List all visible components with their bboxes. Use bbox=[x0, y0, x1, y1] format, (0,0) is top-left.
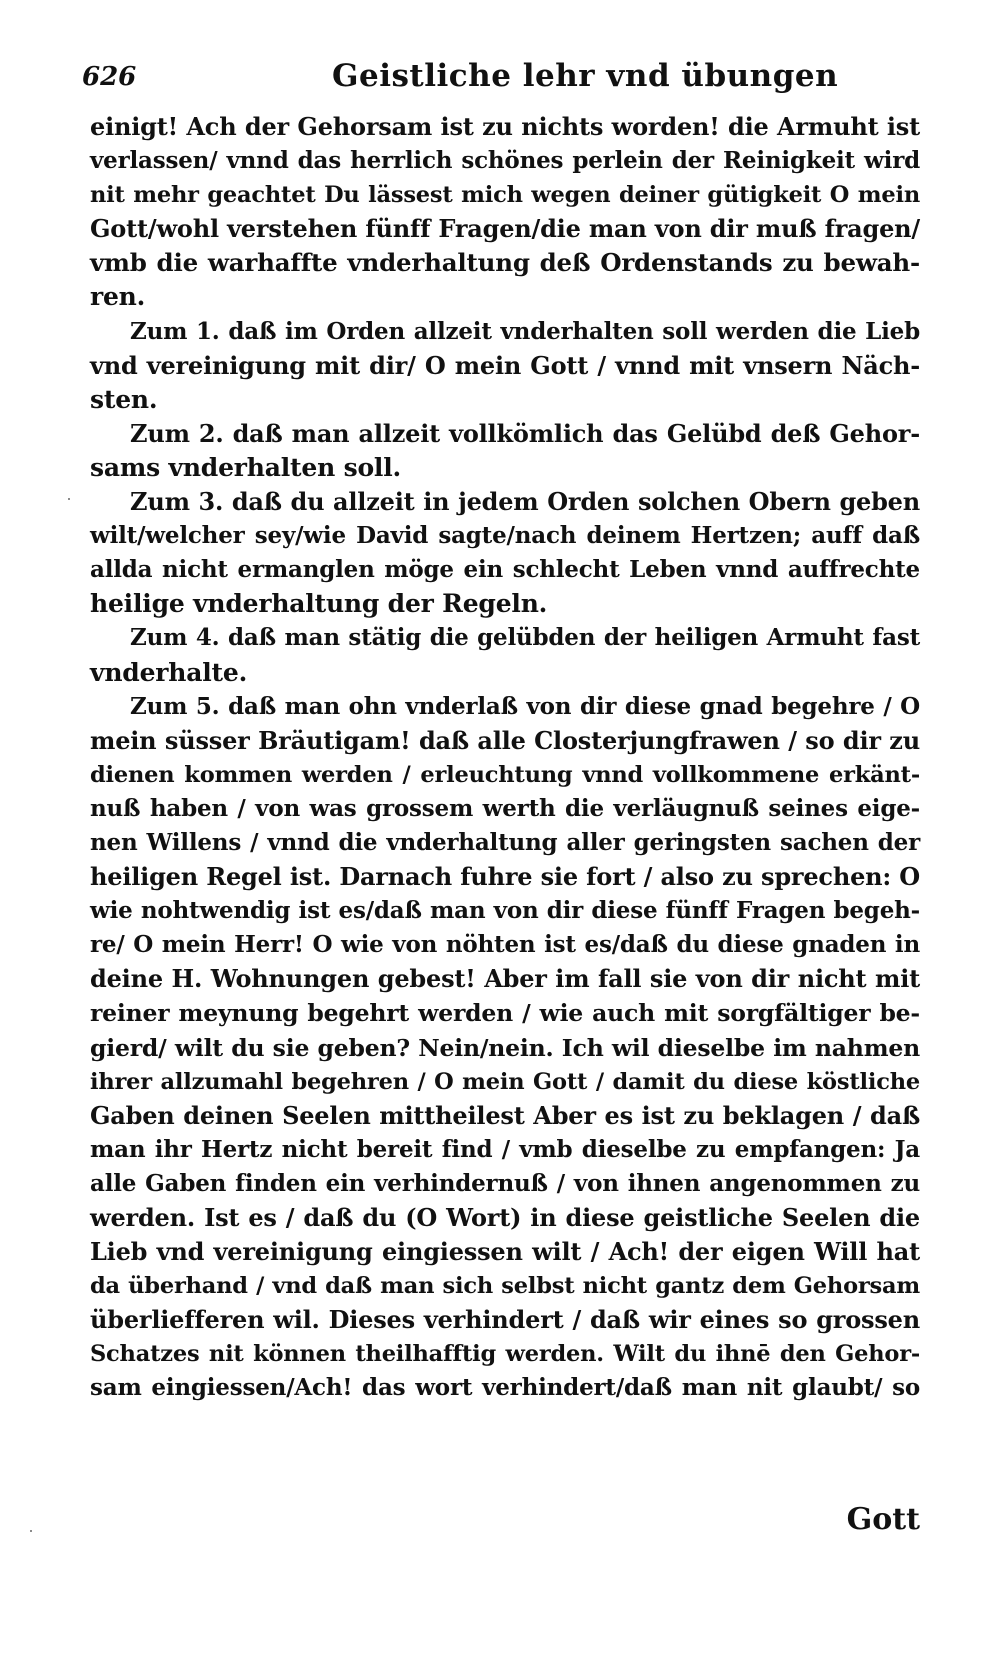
text-line: Zum 4. daß man stätig die gelübden der heiligen Armuht fast bbox=[130, 624, 920, 652]
text-line: vmb die warhaffte vnderhaltung deß Ordenstands zu bewah- bbox=[90, 248, 920, 278]
text-line: re/ O mein Herr! O wie von nöhten ist es/daß du diese gnaden in bbox=[90, 931, 920, 959]
text-line: Lieb vnd vereinigung eingiessen wilt / Ach! der eigen Will hat bbox=[90, 1237, 920, 1267]
text-line: nen Willens / vnnd die vnderhaltung aller geringsten sachen der bbox=[90, 828, 920, 856]
text-line: sam eingiessen/Ach! das wort verhindert/daß man nit glaubt/ so bbox=[90, 1374, 920, 1402]
text-line: werden. Ist es / daß du (O Wort) in diese geistliche Seelen die bbox=[90, 1203, 920, 1232]
text-line: man ihr Hertz nicht bereit find / vmb dieselbe zu empfangen: Ja bbox=[90, 1135, 920, 1163]
text-line: heilige vnderhaltung der Regeln. bbox=[90, 589, 548, 619]
text-line: Zum 3. daß du allzeit in jedem Orden solchen Obern geben bbox=[130, 487, 920, 517]
text-line: deine H. Wohnungen gebest! Aber im fall sie von dir nicht mit bbox=[90, 964, 920, 994]
text-line: Zum 1. daß im Orden allzeit vnderhalten soll werden die Lieb bbox=[130, 317, 920, 345]
text-line: verlassen/ vnnd das herrlich schönes perlein der Reinigkeit wird bbox=[90, 147, 920, 175]
text-line: ren. bbox=[90, 282, 146, 312]
text-line: wilt/welcher sey/wie David sagte/nach deinem Hertzen; auff daß bbox=[90, 522, 920, 550]
text-line: Zum 5. daß man ohn vnderlaß von dir diese gnad begehre / O bbox=[130, 692, 920, 720]
text-line: einigt! Ach der Gehorsam ist zu nichts worden! die Armuht ist bbox=[90, 112, 920, 141]
text-line: ihrer allzumahl begehren / O mein Gott / damit du diese köstliche bbox=[90, 1068, 920, 1095]
text-line: heiligen Regel ist. Darnach fuhre sie fort / also zu sprechen: O bbox=[90, 862, 920, 892]
text-line: vnderhalte. bbox=[90, 657, 248, 687]
text-line: mein süsser Bräutigam! daß alle Closterjungfrawen / so dir zu bbox=[90, 725, 920, 755]
text-line: überliefferen wil. Dieses verhindert / daß wir eines so grossen bbox=[90, 1305, 920, 1335]
page-header bbox=[82, 58, 922, 98]
text-line: Gaben deinen Seelen mittheilest Aber es ist zu beklagen / daß bbox=[90, 1100, 920, 1130]
text-line: reiner meynung begehrt werden / wie auch mit sorgfältiger be- bbox=[90, 999, 920, 1028]
page-number: 626 bbox=[82, 62, 137, 92]
running-head: Geistliche lehr vnd übungen bbox=[332, 58, 839, 94]
text-line: sten. bbox=[90, 384, 158, 414]
text-line: Zum 2. daß man allzeit vollkömlich das Gelübd deß Gehor- bbox=[130, 418, 920, 448]
text-line: allda nicht ermanglen möge ein schlecht Leben vnnd auffrechte bbox=[90, 556, 920, 584]
text-line: Gott/wohl verstehen fünff Fragen/die man von dir muß fragen/ bbox=[90, 214, 920, 244]
text-line: sams vnderhalten soll. bbox=[90, 452, 402, 482]
text-line: alle Gaben finden ein verhindernuß / von ihnen angenommen zu bbox=[90, 1169, 920, 1197]
print-speck bbox=[30, 1530, 32, 1532]
text-line: nuß haben / von was grossem werth die verläugnuß seines eige- bbox=[90, 794, 920, 822]
body-text bbox=[90, 110, 920, 1406]
text-line: gierd/ wilt du sie geben? Nein/nein. Ich wil dieselbe im nahmen bbox=[90, 1033, 920, 1062]
print-speck bbox=[68, 498, 70, 500]
text-line: da überhand / vnd daß man sich selbst nicht gantz dem Gehorsam bbox=[90, 1273, 920, 1300]
text-line: wie nohtwendig ist es/daß man von dir diese fünff Fragen begeh- bbox=[90, 897, 920, 925]
text-line: vnd vereinigung mit dir/ O mein Gott / vnnd mit vnsern Näch- bbox=[90, 350, 920, 380]
text-line: dienen kommen werden / erleuchtung vnnd vollkommene erkänt- bbox=[90, 761, 920, 788]
text-line: nit mehr geachtet Du lässest mich wegen deiner gütigkeit O mein bbox=[90, 182, 920, 209]
text-line: Schatzes nit können theilhafftig werden. Wilt du ihnē den Gehor- bbox=[90, 1341, 920, 1368]
catchword: Gott bbox=[846, 1502, 920, 1537]
